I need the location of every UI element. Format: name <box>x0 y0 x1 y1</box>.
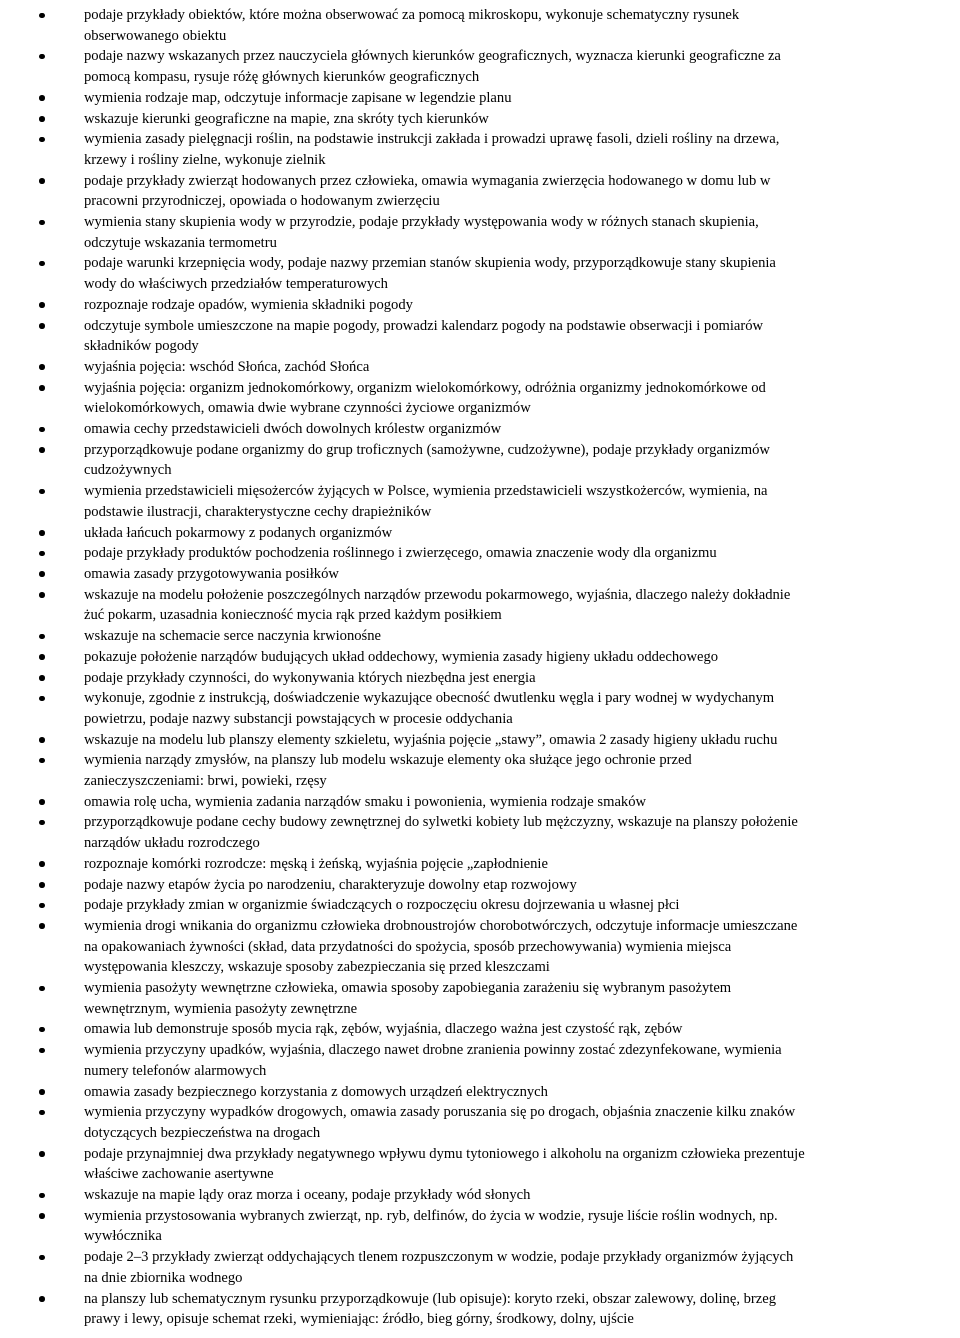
list-item-text: wyjaśnia pojęcia: organizm jednokomórkowy, organizm wielokomórkowy, odróżnia organizmy jednokomórkowe od wielokomórkowych, omawia dwie wybrane czynności życiowe organizmów <box>84 379 766 417</box>
bullet-icon <box>39 54 45 60</box>
list-item <box>0 523 960 544</box>
bullet-icon <box>39 95 45 101</box>
bullet-icon <box>39 758 45 764</box>
bullet-icon <box>39 447 45 453</box>
list-item <box>0 916 960 978</box>
list-item <box>0 1247 960 1288</box>
list-item <box>0 626 960 647</box>
bullet-icon <box>39 882 45 888</box>
list-item <box>0 543 960 564</box>
list-item-text: na planszy lub schematycznym rysunku przyporządkowuje (lub opisuje): koryto rzeki, obszar zalewowy, dolinę, brzeg prawy i lewy, opisuje schemat rzeki, wymieniając: źródło, bieg górny, środkowy, dolny, ujście <box>84 1290 777 1328</box>
list-item-text: wskazuje na modelu lub planszy elementy szkieletu, wyjaśnia pojęcie „stawy”, omawia 2 zasady higieny układu ruchu <box>84 731 778 748</box>
list-item-text: podaje warunki krzepnięcia wody, podaje nazwy przemian stanów skupienia wody, przyporządkowuje stany skupienia wody do właściwych przedziałów temperaturowych <box>84 255 776 293</box>
list-item-text: omawia rolę ucha, wymienia zadania narządów smaku i powonienia, wymienia rodzaje smaków <box>84 793 647 810</box>
list-item-text: wymienia narządy zmysłów, na planszy lub modelu wskazuje elementy oka służące jego ochronie przed zanieczyszczeniami: brwi, powieki, rzęsy <box>84 752 692 790</box>
list-item <box>0 585 960 626</box>
bullet-icon <box>39 220 45 226</box>
list-item <box>0 1289 960 1330</box>
requirements-list <box>0 5 960 1330</box>
bullet-icon <box>39 13 45 19</box>
list-item <box>0 481 960 522</box>
bullet-icon <box>39 137 45 143</box>
list-item <box>0 5 960 46</box>
list-item <box>0 316 960 357</box>
list-item-text: wskazuje kierunki geograficzne na mapie, zna skróty tych kierunków <box>84 110 489 127</box>
list-item <box>0 378 960 419</box>
list-item-text: wskazuje na schemacie serce naczynia krwionośne <box>84 628 382 645</box>
bullet-icon <box>39 551 45 557</box>
list-item-text: wymienia pasożyty wewnętrzne człowieka, omawia sposoby zapobiegania zarażeniu się wybranym pasożytem wewnętrznym, wymienia pasożyty zewnętrzne <box>84 980 732 1017</box>
list-item <box>0 129 960 170</box>
bullet-icon <box>39 1110 45 1116</box>
bullet-icon <box>39 696 45 702</box>
list-item-text: omawia zasady przygotowywania posiłków <box>84 565 339 582</box>
list-item <box>0 171 960 212</box>
list-item-text: podaje przynajmniej dwa przykłady negatywnego wpływu dymu tytoniowego i alkoholu na organizm człowieka prezentuje właściwe zachowanie asertywne <box>84 1145 805 1183</box>
list-item <box>0 812 960 853</box>
list-item-text: wymienia rodzaje map, odczytuje informacje zapisane w legendzie planu <box>84 89 512 106</box>
list-item <box>0 854 960 875</box>
list-item <box>0 109 960 130</box>
list-item-text: wskazuje na modelu położenie poszczególnych narządów przewodu pokarmowego, wyjaśnia, dlaczego należy dokładnie żuć pokarm, uzasadnia konieczność mycia rąk przed każdym posiłkiem <box>84 586 791 624</box>
requirements-document <box>0 5 960 1330</box>
bullet-icon <box>39 923 45 929</box>
list-item-text: wyjaśnia pojęcia: wschód Słońca, zachód Słońca <box>84 358 370 375</box>
bullet-icon <box>39 571 45 577</box>
bullet-icon <box>39 1048 45 1054</box>
list-item <box>0 730 960 751</box>
bullet-icon <box>39 1213 45 1219</box>
bullet-icon <box>39 861 45 867</box>
list-item <box>0 978 960 1019</box>
list-item <box>0 1019 960 1040</box>
bullet-icon <box>39 1089 45 1095</box>
bullet-icon <box>39 427 45 433</box>
list-item-text: podaje przykłady czynności, do wykonywania których niezbędna jest energia <box>84 669 536 686</box>
bullet-icon <box>39 1296 45 1302</box>
bullet-icon <box>39 364 45 370</box>
list-item-text: podaje przykłady zmian w organizmie świadczących o rozpoczęciu okresu dojrzewania u własnej płci <box>84 897 680 914</box>
list-item <box>0 357 960 378</box>
bullet-icon <box>39 737 45 743</box>
list-item <box>0 295 960 316</box>
list-item-text: podaje nazwy wskazanych przez nauczyciela głównych kierunków geograficznych, wyznacza kierunki geograficzne za pomocą kompasu, rysuje różę głównych kierunków geograficznych <box>84 48 781 86</box>
list-item-text: odczytuje symbole umieszczone na mapie pogody, prowadzi kalendarz pogody na podstawie obserwacji i pomiarów składników pogody <box>84 317 764 355</box>
list-item <box>0 668 960 689</box>
bullet-icon <box>39 1193 45 1199</box>
list-item <box>0 750 960 791</box>
bullet-icon <box>39 654 45 660</box>
list-item <box>0 792 960 813</box>
bullet-icon <box>39 116 45 122</box>
bullet-icon <box>39 178 45 184</box>
list-item <box>0 419 960 440</box>
list-item <box>0 688 960 729</box>
list-item <box>0 1144 960 1185</box>
list-item <box>0 875 960 896</box>
list-item-text: wykonuje, zgodnie z instrukcją, doświadczenie wykazujące obecność dwutlenku węgla i pary wodnej w wydychanym powietrzu, podaje nazwy substancji powstających w procesie oddychania <box>84 690 775 727</box>
list-item <box>0 1040 960 1081</box>
list-item <box>0 1185 960 1206</box>
list-item <box>0 46 960 87</box>
list-item-text: pokazuje położenie narządów budujących układ oddechowy, wymienia zasady higieny układu oddechowego <box>84 648 719 665</box>
list-item-text: przyporządkowuje podane cechy budowy zewnętrznej do sylwetki kobiety lub mężczyzny, wskazuje na planszy położenie narządów układu rozrodczego <box>84 814 798 852</box>
list-item <box>0 440 960 481</box>
list-item-text: wymienia przyczyny upadków, wyjaśnia, dlaczego nawet drobne zranienia powinny zostać zdezynfekowane, wymienia numery telefonów alarmowych <box>84 1042 782 1079</box>
list-item-text: rozpoznaje rodzaje opadów, wymienia składniki pogody <box>84 296 413 313</box>
bullet-icon <box>39 385 45 391</box>
list-item-text: wskazuje na mapie lądy oraz morza i oceany, podaje przykłady wód słonych <box>84 1187 531 1204</box>
bullet-icon <box>39 675 45 681</box>
list-item-text: wymienia przedstawicieli mięsożerców żyjących w Polsce, wymienia przedstawicieli wszystkożerców, wymienia, na podstawie ilustracji, charakterystyczne cechy drapieżników <box>84 483 768 520</box>
list-item-text: wymienia zasady pielęgnacji roślin, na podstawie instrukcji zakłada i prowadzi uprawę fasoli, dzieli rośliny na drzewa, krzewy i rośliny zielne, wykonuje zielnik <box>84 131 780 168</box>
list-item <box>0 88 960 109</box>
list-item-text: przyporządkowuje podane organizmy do grup troficznych (samożywne, cudzożywne), podaje przykłady organizmów cudzożywnych <box>84 441 770 479</box>
list-item-text: wymienia drogi wnikania do organizmu człowieka drobnoustrojów chorobotwórczych, odczytuje informacje umieszczane na opakowaniach żywności (skład, data przydatności do spożycia, sposób przechowywania) wymienia miejsca występowania kleszczy, wskazuje sposoby zabezpieczania się przed kleszczami <box>84 917 798 976</box>
list-item <box>0 895 960 916</box>
list-item <box>0 212 960 253</box>
bullet-icon <box>39 986 45 992</box>
bullet-icon <box>39 592 45 598</box>
list-item <box>0 1082 960 1103</box>
bullet-icon <box>39 261 45 267</box>
list-item <box>0 1206 960 1247</box>
list-item-text: podaje nazwy etapów życia po narodzeniu, charakteryzuje dowolny etap rozwojowy <box>84 876 577 893</box>
bullet-icon <box>39 530 45 536</box>
list-item <box>0 253 960 294</box>
list-item-text: rozpoznaje komórki rozrodcze: męską i żeńską, wyjaśnia pojęcie „zapłodnienie <box>84 855 548 872</box>
bullet-icon <box>39 799 45 805</box>
list-item-text: wymienia przyczyny wypadków drogowych, omawia zasady poruszania się po drogach, objaśnia znaczenie kilku znaków dotyczących bezpieczeństwa na drogach <box>84 1104 796 1141</box>
list-item-text: podaje 2–3 przykłady zwierząt oddychających tlenem rozpuszczonym w wodzie, podaje przykłady organizmów żyjących na dnie zbiornika wodnego <box>84 1249 794 1286</box>
list-item-text: podaje przykłady zwierząt hodowanych przez człowieka, omawia wymagania zwierzęcia hodowanego w domu lub w pracowni przyrodniczej, opowiada o hodowanym zwierzęciu <box>84 172 771 210</box>
bullet-icon <box>39 1255 45 1261</box>
bullet-icon <box>39 302 45 308</box>
list-item <box>0 1102 960 1143</box>
list-item-text: podaje przykłady obiektów, które można obserwować za pomocą mikroskopu, wykonuje schematyczny rysunek obserwowanego obiektu <box>84 7 740 44</box>
list-item <box>0 564 960 585</box>
bullet-icon <box>39 1151 45 1157</box>
list-item <box>0 647 960 668</box>
list-item-text: układa łańcuch pokarmowy z podanych organizmów <box>84 524 393 541</box>
list-item-text: omawia zasady bezpiecznego korzystania z domowych urządzeń elektrycznych <box>84 1083 548 1100</box>
list-item-text: wymienia stany skupienia wody w przyrodzie, podaje przykłady występowania wody w różnych stanach skupienia, odczytuje wskazania termometru <box>84 214 759 251</box>
bullet-icon <box>39 323 45 329</box>
list-item-text: wymienia przystosowania wybranych zwierząt, np. ryb, delfinów, do życia w wodzie, rysuje liście roślin wodnych, np. wywłócznika <box>84 1207 778 1245</box>
bullet-icon <box>39 634 45 640</box>
bullet-icon <box>39 1027 45 1033</box>
list-item-text: omawia cechy przedstawicieli dwóch dowolnych królestw organizmów <box>84 421 502 438</box>
bullet-icon <box>39 489 45 495</box>
bullet-icon <box>39 820 45 826</box>
list-item-text: podaje przykłady produktów pochodzenia roślinnego i zwierzęcego, omawia znaczenie wody dla organizmu <box>84 545 717 562</box>
list-item-text: omawia lub demonstruje sposób mycia rąk, zębów, wyjaśnia, dlaczego ważna jest czystość rąk, zębów <box>84 1021 683 1038</box>
bullet-icon <box>39 903 45 909</box>
